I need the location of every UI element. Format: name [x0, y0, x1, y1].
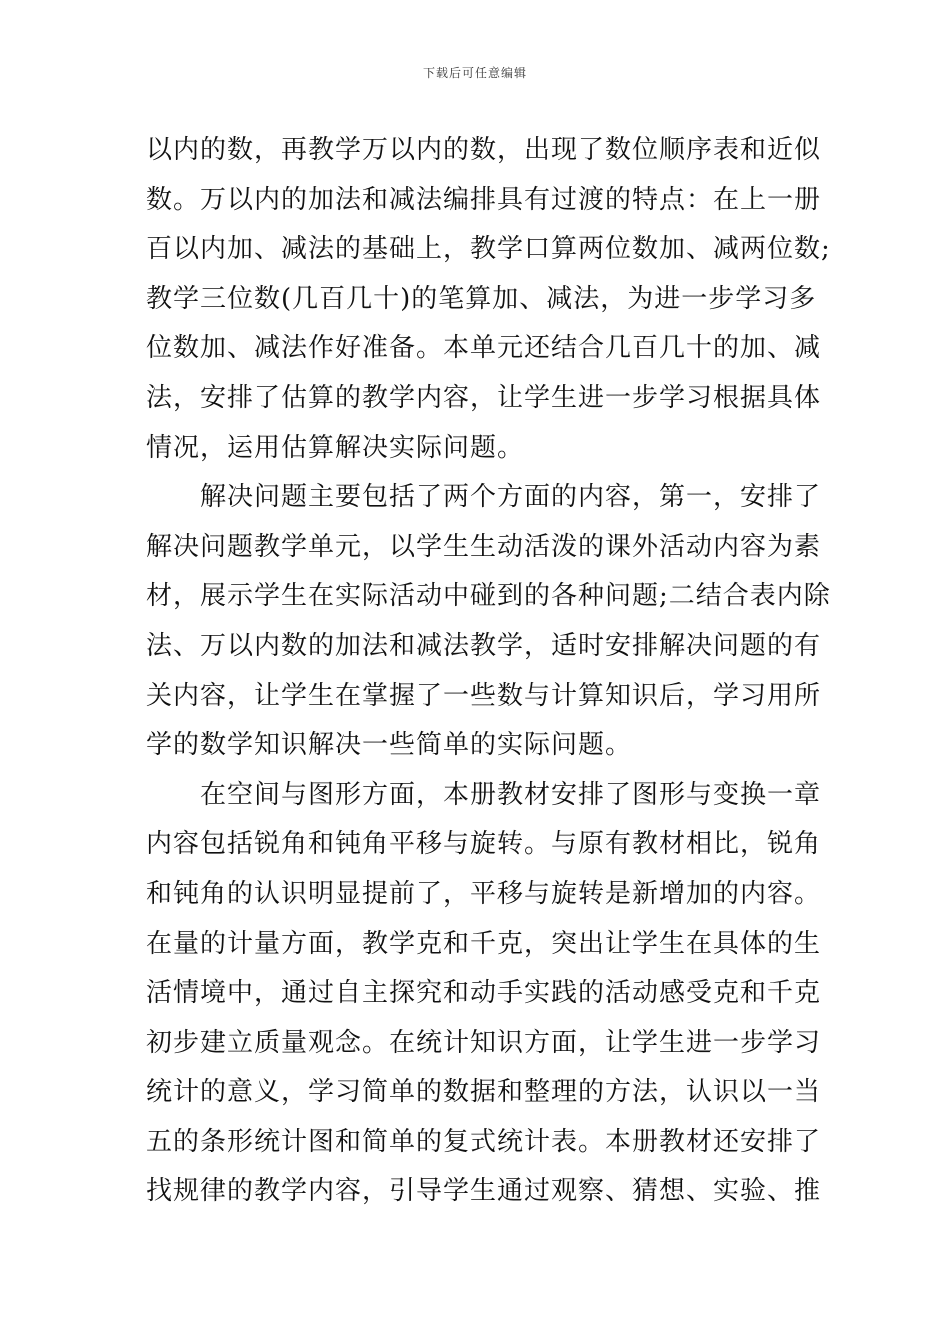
paragraph-3 — [146, 771, 822, 1217]
text-line: 材，展示学生在实际活动中碰到的各种问题;二结合表内除 — [146, 581, 831, 612]
text-line: 位数加、减法作好准备。本单元还结合几百几十的加、减 — [146, 333, 822, 364]
text-line: 找规律的教学内容，引导学生通过观察、猜想、实验、推 — [146, 1176, 822, 1207]
document-body — [146, 126, 831, 1217]
text-line: 情况，运用估算解决实际问题。 — [146, 432, 525, 463]
text-line: 数。万以内的加法和减法编排具有过渡的特点：在上一册 — [146, 184, 822, 215]
text-line: 解决问题教学单元，以学生生动活泼的课外活动内容为素 — [146, 531, 822, 562]
text-line: 内容包括锐角和钝角平移与旋转。与原有教材相比，锐角 — [146, 829, 822, 860]
text-line: 统计的意义，学习简单的数据和整理的方法，认识以一当 — [146, 1077, 822, 1108]
text-line: 以内的数，再教学万以内的数，出现了数位顺序表和近似 — [146, 135, 822, 165]
paragraph-2 — [146, 473, 831, 771]
text-line: 法，安排了估算的教学内容，让学生进一步学习根据具体 — [146, 382, 822, 413]
text-line: 百以内加、减法的基础上，教学口算两位数加、减两位数; — [146, 234, 831, 265]
text-line: 教学三位数(几百几十)的笔算加、减法，为进一步学习多 — [146, 283, 817, 314]
page-header-note: 下载后可任意编辑 — [422, 66, 527, 80]
text-line: 五的条形统计图和简单的复式统计表。本册教材还安排了 — [146, 1126, 822, 1157]
text-line: 学的数学知识解决一些简单的实际问题。 — [146, 730, 633, 761]
text-line: 初步建立质量观念。在统计知识方面，让学生进一步学习 — [146, 1027, 822, 1058]
paragraph-1 — [146, 126, 831, 473]
text-line: 在空间与图形方面，本册教材安排了图形与变换一章 — [200, 779, 822, 810]
text-line: 和钝角的认识明显提前了，平移与旋转是新增加的内容。 — [146, 878, 822, 909]
text-line: 解决问题主要包括了两个方面的内容，第一，安排了 — [200, 482, 822, 513]
text-line: 关内容，让学生在掌握了一些数与计算知识后，学习用所 — [146, 680, 822, 711]
text-line: 法、万以内数的加法和减法教学，适时安排解决问题的有 — [146, 630, 822, 661]
text-line: 在量的计量方面，教学克和千克，突出让学生在具体的生 — [146, 928, 822, 959]
text-line: 活情境中，通过自主探究和动手实践的活动感受克和千克 — [146, 978, 822, 1009]
